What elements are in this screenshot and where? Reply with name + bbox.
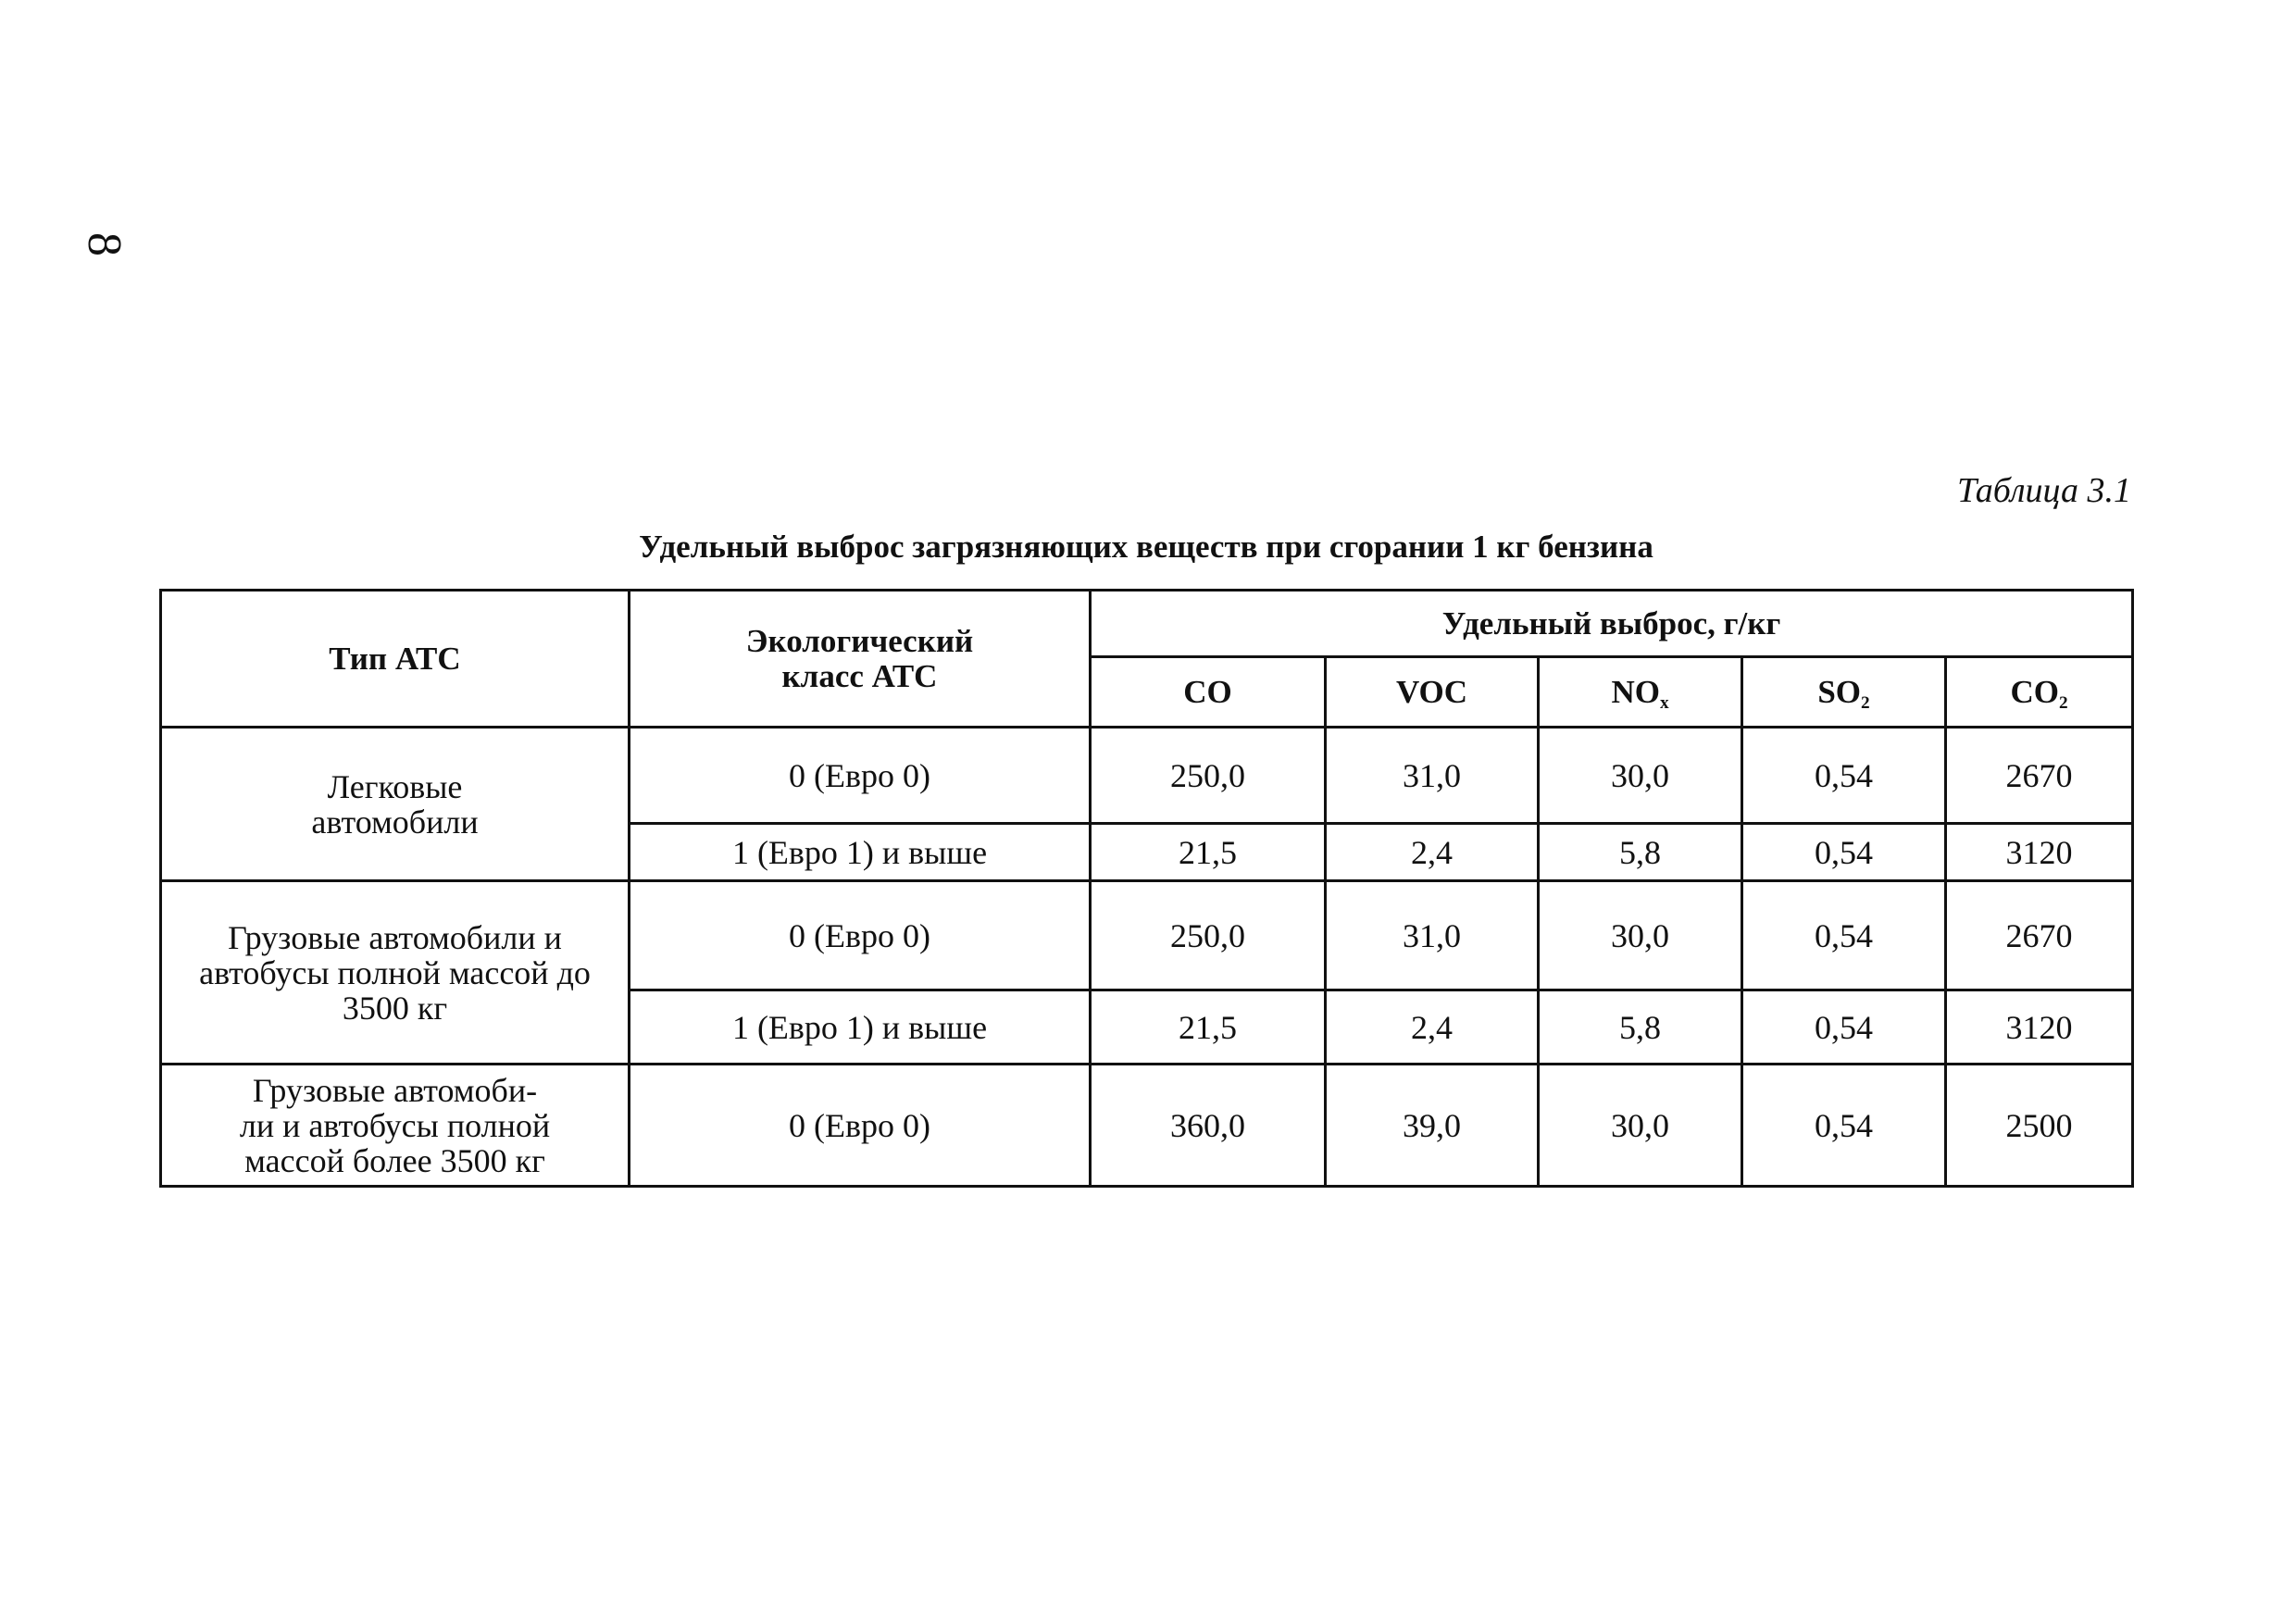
value-cell-co2: 3120 (1946, 824, 2133, 881)
header-vehicle-type: Тип АТС (161, 591, 630, 728)
value-cell-co: 250,0 (1091, 881, 1326, 990)
value-cell-so2: 0,54 (1742, 1065, 1946, 1187)
vehicle-type-line: Грузовые автомобили и (228, 918, 562, 956)
vehicle-type-line: ли и автобусы полной (239, 1106, 551, 1144)
vehicle-type-line: Грузовые автомоби- (252, 1071, 538, 1109)
header-pollutant-co2: $CO_2$ (1946, 657, 2133, 728)
header-pollutant-co: CO (1091, 657, 1326, 728)
value-cell-co: 21,5 (1091, 824, 1326, 881)
header-eco-class-line: Экологический (745, 622, 974, 659)
value-cell-co2: 2670 (1946, 881, 2133, 990)
value-cell-co: 21,5 (1091, 990, 1326, 1065)
value-cell-voc: 2,4 (1326, 824, 1539, 881)
value-cell-co2: 3120 (1946, 990, 2133, 1065)
eco-class-cell: 0 (Евро 0) (630, 1065, 1091, 1187)
value-cell-voc: 31,0 (1326, 881, 1539, 990)
value-cell-so2: 0,54 (1742, 824, 1946, 881)
eco-class-cell: 0 (Евро 0) (630, 728, 1091, 824)
value-cell-nox: 30,0 (1539, 728, 1742, 824)
eco-class-cell: 1 (Евро 1) и выше (630, 990, 1091, 1065)
header-pollutant-nox: $NO_x$ (1539, 657, 1742, 728)
value-cell-nox: 30,0 (1539, 881, 1742, 990)
header-specific-emission: Удельный выброс, г/кг (1091, 591, 2133, 657)
vehicle-type-cell (161, 728, 630, 881)
header-eco-class (630, 591, 1091, 728)
vehicle-type-line: 3500 кг (342, 989, 448, 1027)
vehicle-type-line: автобусы полной массой до (199, 953, 591, 991)
header-pollutant-so2: $SO_2$ (1742, 657, 1946, 728)
vehicle-type-cell (161, 881, 630, 1065)
table-title: Удельный выброс загрязняющих веществ при сгорании 1 кг бензина (639, 529, 1653, 565)
vehicle-type-line: массой более 3500 кг (244, 1141, 545, 1179)
value-cell-voc: 31,0 (1326, 728, 1539, 824)
page-number: 8 (78, 232, 131, 256)
vehicle-type-line: Легковые (327, 767, 463, 805)
vehicle-type-line: автомобили (311, 803, 479, 841)
value-cell-so2: 0,54 (1742, 728, 1946, 824)
eco-class-cell: 1 (Евро 1) и выше (630, 824, 1091, 881)
value-cell-nox: 30,0 (1539, 1065, 1742, 1187)
eco-class-cell: 0 (Евро 0) (630, 881, 1091, 990)
table-label: Таблица 3.1 (1957, 471, 2131, 510)
value-cell-co2: 2500 (1946, 1065, 2133, 1187)
value-cell-voc: 2,4 (1326, 990, 1539, 1065)
value-cell-voc: 39,0 (1326, 1065, 1539, 1187)
table-row (161, 728, 2133, 824)
table-row (161, 1065, 2133, 1187)
value-cell-so2: 0,54 (1742, 881, 1946, 990)
header-pollutant-voc: VOC (1326, 657, 1539, 728)
value-cell-nox: 5,8 (1539, 824, 1742, 881)
value-cell-co: 360,0 (1091, 1065, 1326, 1187)
vehicle-type-cell (161, 1065, 630, 1187)
header-eco-class-line: класс АТС (781, 657, 938, 694)
value-cell-nox: 5,8 (1539, 990, 1742, 1065)
emission-table (159, 589, 2134, 1188)
table-row (161, 881, 2133, 990)
value-cell-co: 250,0 (1091, 728, 1326, 824)
value-cell-so2: 0,54 (1742, 990, 1946, 1065)
value-cell-co2: 2670 (1946, 728, 2133, 824)
